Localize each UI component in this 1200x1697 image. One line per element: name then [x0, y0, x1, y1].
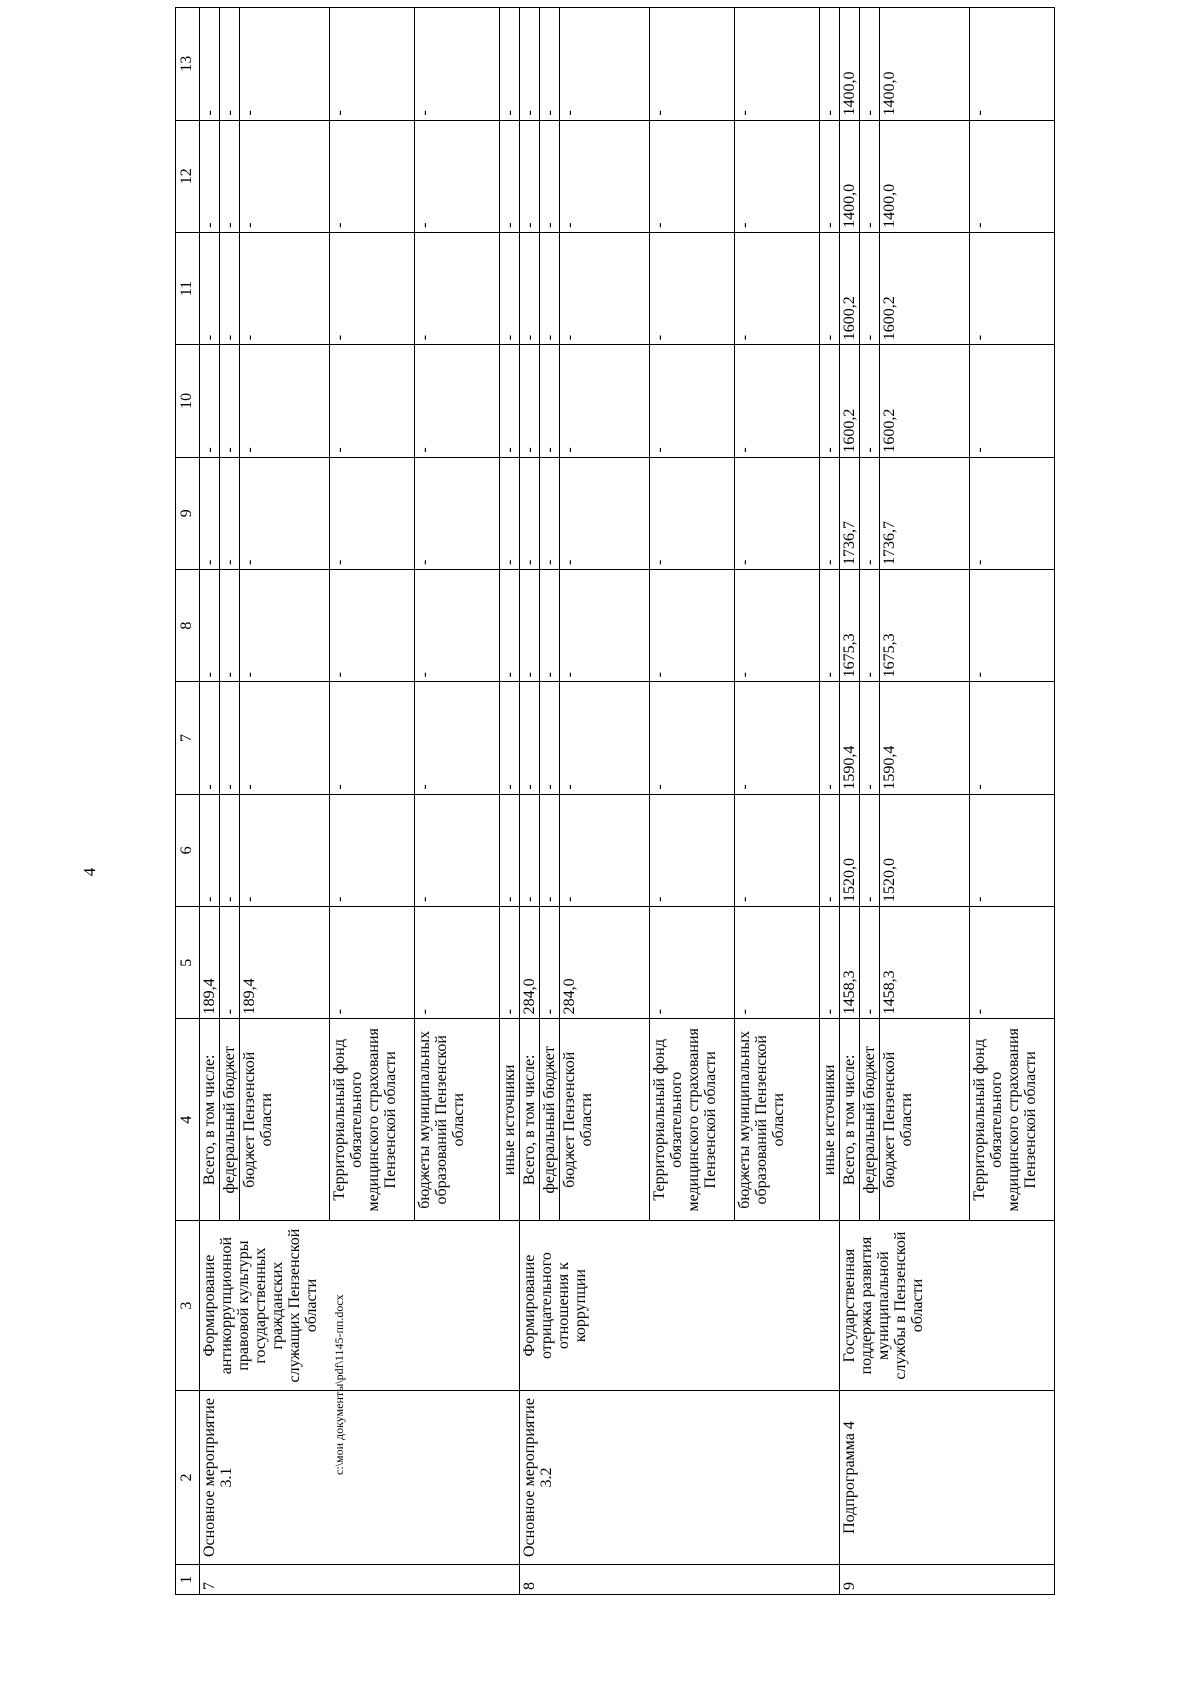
amount-cell: -	[200, 8, 220, 121]
amount-cell: -	[860, 907, 880, 1019]
amount-cell: -	[240, 232, 330, 344]
amount-cell: -	[860, 682, 880, 794]
funding-source: иные источники	[500, 1019, 520, 1221]
amount-cell: -	[560, 682, 650, 794]
amount-cell: 1736,7	[840, 457, 860, 569]
amount-cell: -	[860, 569, 880, 681]
amount-cell: -	[200, 682, 220, 794]
page-number: 4	[80, 867, 99, 877]
amount-cell: -	[970, 232, 1055, 344]
funding-source: федеральный бюджет	[860, 1019, 880, 1221]
amount-cell: -	[330, 794, 415, 906]
amount-cell: -	[240, 120, 330, 232]
amount-cell: -	[415, 907, 500, 1019]
amount-cell: -	[520, 232, 540, 344]
amount-cell: -	[540, 682, 560, 794]
amount-cell: -	[560, 120, 650, 232]
header-cell: 10	[176, 345, 200, 457]
amount-cell: -	[860, 794, 880, 906]
funding-source: Всего, в том числе:	[840, 1019, 860, 1221]
funding-table	[175, 7, 1055, 1595]
amount-cell: -	[330, 345, 415, 457]
amount-cell: -	[240, 457, 330, 569]
amount-cell: -	[540, 569, 560, 681]
amount-cell: -	[415, 794, 500, 906]
amount-cell: -	[200, 457, 220, 569]
amount-cell: -	[820, 682, 840, 794]
amount-cell: -	[200, 569, 220, 681]
amount-cell: 284,0	[560, 907, 650, 1019]
amount-cell: -	[820, 345, 840, 457]
amount-cell: -	[860, 457, 880, 569]
amount-cell: -	[970, 907, 1055, 1019]
amount-cell: -	[970, 120, 1055, 232]
amount-cell: -	[820, 8, 840, 121]
amount-cell: -	[500, 794, 520, 906]
amount-cell: 1400,0	[880, 8, 970, 121]
amount-cell: -	[970, 345, 1055, 457]
amount-cell: -	[860, 345, 880, 457]
amount-cell: -	[220, 345, 240, 457]
funding-source: Всего, в том числе:	[520, 1019, 540, 1221]
amount-cell: -	[820, 120, 840, 232]
row-number: 7	[200, 1565, 520, 1595]
amount-cell: -	[520, 120, 540, 232]
amount-cell: 1600,2	[880, 232, 970, 344]
amount-cell: -	[735, 907, 820, 1019]
amount-cell: 1590,4	[880, 682, 970, 794]
amount-cell: -	[650, 682, 735, 794]
amount-cell: -	[330, 682, 415, 794]
amount-cell: -	[560, 569, 650, 681]
amount-cell: -	[415, 120, 500, 232]
amount-cell: -	[650, 794, 735, 906]
amount-cell: 1600,2	[880, 345, 970, 457]
amount-cell: -	[650, 232, 735, 344]
amount-cell: -	[500, 345, 520, 457]
amount-cell: 1736,7	[880, 457, 970, 569]
amount-cell: 1458,3	[840, 907, 860, 1019]
table-row	[520, 8, 540, 1595]
amount-cell: -	[820, 232, 840, 344]
amount-cell: -	[500, 457, 520, 569]
amount-cell: -	[860, 8, 880, 121]
funding-source: Территориальный фонд обязательного медицинского страхования Пензенской области	[970, 1019, 1055, 1221]
header-cell: 9	[176, 457, 200, 569]
amount-cell: -	[860, 232, 880, 344]
event-name: Основное мероприятие 3.2	[520, 1390, 840, 1564]
amount-cell: 1600,2	[840, 345, 860, 457]
amount-cell: 189,4	[240, 907, 330, 1019]
header-cell: 8	[176, 569, 200, 681]
amount-cell: -	[520, 345, 540, 457]
amount-cell: -	[540, 8, 560, 121]
amount-cell: -	[735, 232, 820, 344]
amount-cell: -	[200, 794, 220, 906]
rotated-table-sheet	[175, 7, 1115, 1595]
header-cell: 4	[176, 1019, 200, 1221]
row-number: 8	[520, 1565, 840, 1595]
funding-source: бюджет Пензенской области	[560, 1019, 650, 1221]
amount-cell: -	[860, 120, 880, 232]
amount-cell: 1520,0	[880, 794, 970, 906]
amount-cell: -	[650, 569, 735, 681]
header-cell: 2	[176, 1390, 200, 1564]
amount-cell: 1600,2	[840, 232, 860, 344]
amount-cell: -	[970, 794, 1055, 906]
funding-source: бюджеты муниципальных образований Пензенской области	[735, 1019, 820, 1221]
amount-cell: 1520,0	[840, 794, 860, 906]
amount-cell: -	[240, 8, 330, 121]
amount-cell: -	[500, 569, 520, 681]
amount-cell: -	[220, 794, 240, 906]
amount-cell: -	[330, 569, 415, 681]
amount-cell: -	[735, 345, 820, 457]
amount-cell: -	[220, 120, 240, 232]
funding-source: федеральный бюджет	[540, 1019, 560, 1221]
amount-cell: -	[735, 8, 820, 121]
funding-source: бюджет Пензенской области	[880, 1019, 970, 1221]
amount-cell: -	[415, 232, 500, 344]
row-number: 9	[840, 1565, 1055, 1595]
amount-cell: -	[735, 120, 820, 232]
amount-cell: 1458,3	[880, 907, 970, 1019]
amount-cell: -	[220, 457, 240, 569]
amount-cell: -	[520, 682, 540, 794]
header-cell: 1	[176, 1565, 200, 1595]
amount-cell: -	[330, 907, 415, 1019]
table-row	[200, 8, 220, 1595]
amount-cell: -	[415, 457, 500, 569]
event-name: Основное мероприятие 3.1	[200, 1390, 520, 1564]
amount-cell: -	[540, 232, 560, 344]
amount-cell: -	[820, 794, 840, 906]
amount-cell: -	[735, 569, 820, 681]
amount-cell: -	[520, 8, 540, 121]
amount-cell: -	[650, 907, 735, 1019]
amount-cell: -	[540, 120, 560, 232]
amount-cell: 1400,0	[840, 8, 860, 121]
amount-cell: -	[500, 120, 520, 232]
amount-cell: -	[240, 682, 330, 794]
funding-source: бюджеты муниципальных образований Пензенской области	[415, 1019, 500, 1221]
amount-cell: 1400,0	[880, 120, 970, 232]
amount-cell: -	[970, 457, 1055, 569]
amount-cell: -	[500, 682, 520, 794]
amount-cell: -	[540, 794, 560, 906]
amount-cell: -	[820, 569, 840, 681]
amount-cell: 1400,0	[840, 120, 860, 232]
amount-cell: -	[520, 457, 540, 569]
amount-cell: -	[330, 120, 415, 232]
amount-cell: -	[650, 120, 735, 232]
header-cell: 6	[176, 794, 200, 906]
amount-cell: -	[240, 794, 330, 906]
amount-cell: -	[330, 457, 415, 569]
header-cell: 7	[176, 682, 200, 794]
amount-cell: -	[415, 569, 500, 681]
amount-cell: -	[650, 8, 735, 121]
amount-cell: -	[735, 682, 820, 794]
amount-cell: -	[240, 345, 330, 457]
amount-cell: -	[330, 8, 415, 121]
amount-cell: -	[540, 907, 560, 1019]
amount-cell: -	[220, 569, 240, 681]
amount-cell: -	[240, 569, 330, 681]
amount-cell: -	[415, 8, 500, 121]
amount-cell: -	[415, 345, 500, 457]
header-cell: 11	[176, 232, 200, 344]
amount-cell: -	[650, 345, 735, 457]
amount-cell: -	[820, 907, 840, 1019]
header-cell: 5	[176, 907, 200, 1019]
amount-cell: -	[540, 457, 560, 569]
amount-cell: -	[560, 457, 650, 569]
amount-cell: 284,0	[520, 907, 540, 1019]
funding-source: федеральный бюджет	[220, 1019, 240, 1221]
funding-source: иные источники	[820, 1019, 840, 1221]
event-description: Формирование антикоррупционной правовой культуры государственных гражданских служащих Пензенской области	[200, 1221, 520, 1391]
amount-cell: -	[520, 569, 540, 681]
amount-cell: 1675,3	[840, 569, 860, 681]
amount-cell: -	[220, 682, 240, 794]
amount-cell: -	[970, 682, 1055, 794]
funding-source: бюджет Пензенской области	[240, 1019, 330, 1221]
amount-cell: 1590,4	[840, 682, 860, 794]
amount-cell: -	[220, 907, 240, 1019]
amount-cell: -	[820, 457, 840, 569]
amount-cell: -	[560, 345, 650, 457]
amount-cell: -	[500, 232, 520, 344]
amount-cell: -	[560, 232, 650, 344]
amount-cell: -	[650, 457, 735, 569]
amount-cell: -	[330, 232, 415, 344]
amount-cell: -	[735, 794, 820, 906]
amount-cell: -	[970, 8, 1055, 121]
amount-cell: -	[500, 8, 520, 121]
amount-cell: -	[560, 8, 650, 121]
header-row	[176, 8, 200, 1595]
amount-cell: -	[500, 907, 520, 1019]
event-description: Формирование отрицательного отношения к коррупции	[520, 1221, 840, 1391]
amount-cell: -	[735, 457, 820, 569]
funding-source: Территориальный фонд обязательного медицинского страхования Пензенской области	[650, 1019, 735, 1221]
funding-source: Всего, в том числе:	[200, 1019, 220, 1221]
funding-source: Территориальный фонд обязательного медицинского страхования Пензенской области	[330, 1019, 415, 1221]
amount-cell: 1675,3	[880, 569, 970, 681]
amount-cell: -	[200, 345, 220, 457]
header-cell: 3	[176, 1221, 200, 1391]
amount-cell: -	[200, 120, 220, 232]
amount-cell: -	[540, 345, 560, 457]
amount-cell: -	[970, 569, 1055, 681]
amount-cell: -	[520, 794, 540, 906]
footer-file-path: c:\мои документы\pdf\1145-пп.docx	[332, 1294, 346, 1475]
table-row	[840, 8, 860, 1595]
amount-cell: -	[560, 794, 650, 906]
amount-cell: -	[220, 8, 240, 121]
amount-cell: 189,4	[200, 907, 220, 1019]
amount-cell: -	[415, 682, 500, 794]
header-cell: 12	[176, 120, 200, 232]
amount-cell: -	[220, 232, 240, 344]
event-name: Подпрограмма 4	[840, 1390, 1055, 1564]
header-cell: 13	[176, 8, 200, 121]
event-description: Государственная поддержка развития муниципальной службы в Пензенской области	[840, 1221, 1055, 1391]
amount-cell: -	[200, 232, 220, 344]
